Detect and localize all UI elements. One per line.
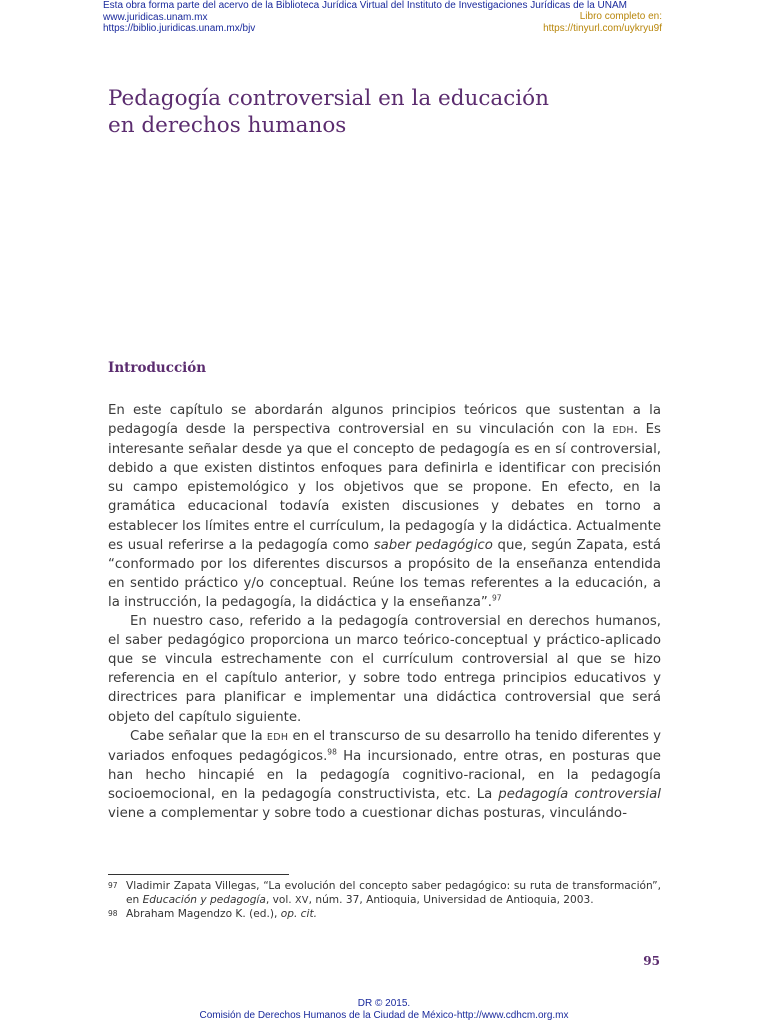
footnote-97 bbox=[108, 880, 661, 908]
footnote-98 bbox=[108, 908, 661, 922]
section-heading: Introducción bbox=[108, 360, 207, 376]
footnote-ref-98[interactable]: 98 bbox=[327, 747, 337, 757]
acronym-edh: EDH bbox=[612, 425, 634, 437]
chapter-title bbox=[108, 85, 668, 139]
cdhcm-link[interactable]: Comisión de Derechos Humanos de la Ciudad de México-http://www.cdhcm.org.mx bbox=[199, 1010, 569, 1021]
chapter-title-line2: en derechos humanos bbox=[108, 113, 347, 138]
emphasis-saber-pedagogico: saber pedagógico bbox=[373, 537, 493, 553]
full-book-link[interactable]: https://tinyurl.com/uykryu9f bbox=[543, 22, 662, 34]
page-number: 95 bbox=[643, 954, 660, 968]
bjv-link[interactable]: https://biblio.juridicas.unam.mx/bjv bbox=[103, 23, 256, 34]
footnote-number: 97 bbox=[108, 881, 118, 890]
paragraph-1: En este capítulo se abordarán algunos principios teóricos que sustentan a la pedagogía desde la perspectiva controversial en su vinculación con la EDH. Es interesante señalar desde ya que el concepto de pedagogía es en sí controversial, debido a que existen distintos enfoques para definirla e identificar con precisión su campo epistemológico y los objetivos que se propone. En efecto, en la gramática educacional todavía existen discusiones y debates en torno a establecer los límites entre el currículum, la pedagogía y la didáctica. Actualmente es usual referirse a la pedagogía como saber pedagógico que, según Zapata, está “conformado por los diferentes discursos a propósito de la enseñanza entendida en sentido práctico y/o conceptual. Reúne los temas referentes a la educación, a la instrucción, la pedagogía, la didáctica y la enseñanza”.$^{97}$ bbox=[108, 403, 661, 610]
body-text bbox=[108, 401, 661, 823]
full-book-label: Libro completo en: bbox=[579, 11, 662, 22]
footnotes bbox=[108, 880, 661, 921]
footnote-divider bbox=[108, 874, 289, 875]
footnote-text: Vladimir Zapata Villegas, “La evolución del concepto saber pedagógico: su ruta de transformación”, en Educación y pedagogía, vol. XV, núm. 37, Antioquia, Universidad de Antioquia, 2003. bbox=[126, 880, 661, 906]
copyright-notice: DR © 2015. bbox=[357, 998, 411, 1009]
full-book-header bbox=[543, 11, 662, 34]
footnote-text: Abraham Magendzo K. (ed.), op. cit. bbox=[126, 907, 317, 920]
acronym-edh: EDH bbox=[266, 731, 289, 743]
footnote-number: 98 bbox=[108, 908, 118, 918]
paragraph-3: Cabe señalar que la EDH en el transcurso de su desarrollo ha tenido diferentes y variados enfoques pedagógicos.$^{98}$ Ha incursionado, entre otras, en posturas que han hecho hincapié en la pedagogía cognitivo-racional, en la pedagogía socioemocional, en la pedagogía constructivista, etc. La pedagogía controversial viene a complementar y sobre todo a cuestionar dichas posturas, vinculándo- bbox=[108, 728, 661, 821]
footnote-ref-97[interactable]: 97 bbox=[491, 593, 502, 603]
juridicas-link[interactable]: www.juridicas.unam.mx bbox=[103, 11, 208, 23]
repository-notice: Esta obra forma parte del acervo de la Biblioteca Jurídica Virtual del Instituto de Investigaciones Jurídicas de la UNAM bbox=[103, 0, 627, 11]
paragraph-2: En nuestro caso, referido a la pedagogía controversial en derechos humanos, el saber pedagógico proporciona un marco teórico-conceptual y práctico-aplicado que se vincula estrechamente con el currículum controversial al que se hizo referencia en el capítulo anterior, y sobre todo entrega principios educativos y directrices para planificar e implementar una didáctica controversial que será objeto del capítulo siguiente. bbox=[108, 614, 661, 725]
chapter-title-line1: Pedagogía controversial en la educación bbox=[108, 86, 549, 111]
emphasis-pedagogia-controversial: pedagogía controversial bbox=[498, 786, 661, 802]
